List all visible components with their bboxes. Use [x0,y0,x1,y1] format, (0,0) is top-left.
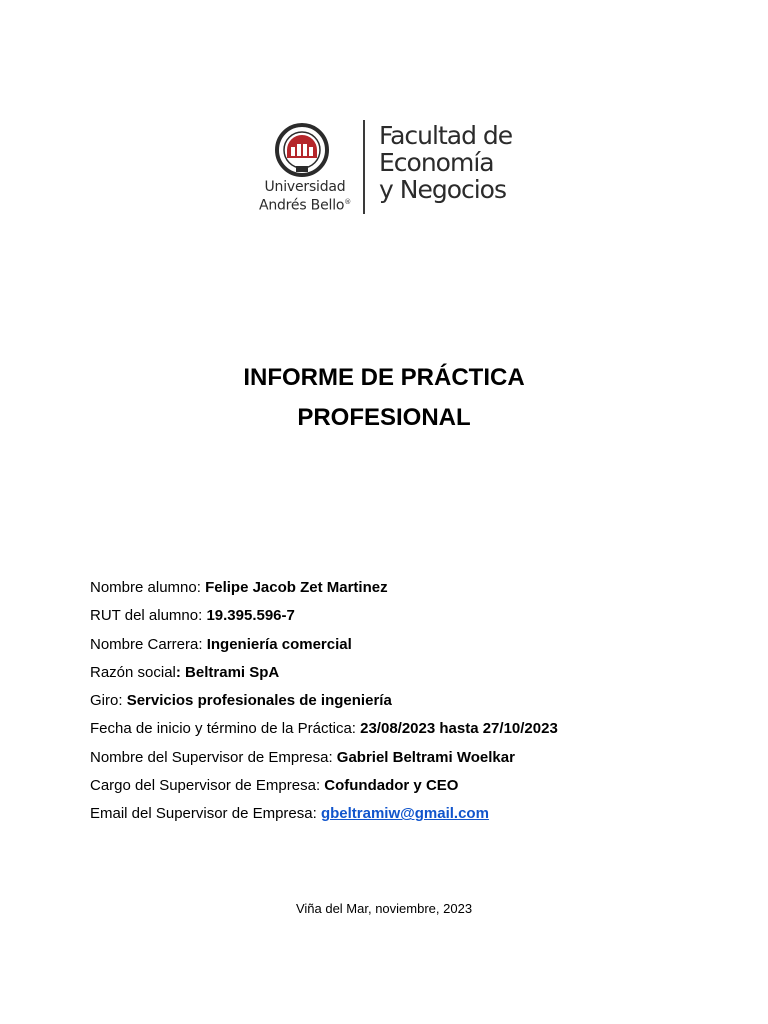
dates-value: 23/08/2023 hasta 27/10/2023 [360,720,558,738]
supervisor-role-label: Cargo del Supervisor de Empresa: [90,777,325,795]
info-row-supervisor-email [90,800,710,828]
student-name-label: Nombre alumno: [90,579,206,596]
info-row-career [90,631,710,659]
report-title [0,358,768,438]
info-row-student-name [90,574,710,602]
registered-mark: ® [344,198,352,206]
business-value: Servicios profesionales de ingeniería [126,692,392,710]
faculty-name [379,122,512,203]
supervisor-name-label: Nombre del Supervisor de Empresa: [90,748,337,766]
supervisor-email-link[interactable]: gbeltramiw@gmail.com [320,805,489,823]
student-info [90,574,710,829]
supervisor-name-value: Gabriel Beltrami Woelkar [336,748,515,766]
university-name-line2: Andrés Bello® [258,197,352,214]
student-rut-value: 19.395.596-7 [206,607,295,625]
logo-divider [363,120,365,214]
faculty-name-line3: y Negocios [379,175,506,204]
university-emblem-icon [274,122,330,178]
supervisor-email-label: Email del Supervisor de Empresa: [90,805,321,823]
student-name-value: Felipe Jacob Zet Martinez [205,579,388,596]
faculty-name-line2: Economía [379,148,494,177]
student-rut-label: RUT del alumno: [90,607,207,625]
career-label: Nombre Carrera: [90,635,207,653]
university-logo [252,118,522,218]
supervisor-role-value: Cofundador y CEO [324,777,459,795]
info-row-student-rut [90,602,710,630]
report-title-line1: INFORME DE PRÁCTICA [243,364,525,391]
place-date-footer: Viña del Mar, noviembre, 2023 [295,901,473,916]
report-title-line2: PROFESIONAL [297,404,471,431]
info-row-business [90,687,710,715]
company-value: : Beltrami SpA [175,663,280,681]
info-row-company [90,659,710,687]
info-row-supervisor-name [90,744,710,772]
university-name [252,180,358,214]
faculty-name-line1: Facultad de [379,121,513,150]
company-label: Razón social [90,663,176,681]
university-name-line1: Universidad [264,179,346,195]
info-row-dates [90,715,710,743]
career-value: Ingeniería comercial [206,635,352,653]
info-row-supervisor-role [90,772,710,800]
dates-label: Fecha de inicio y término de la Práctica: [90,720,361,738]
business-label: Giro: [90,692,127,710]
